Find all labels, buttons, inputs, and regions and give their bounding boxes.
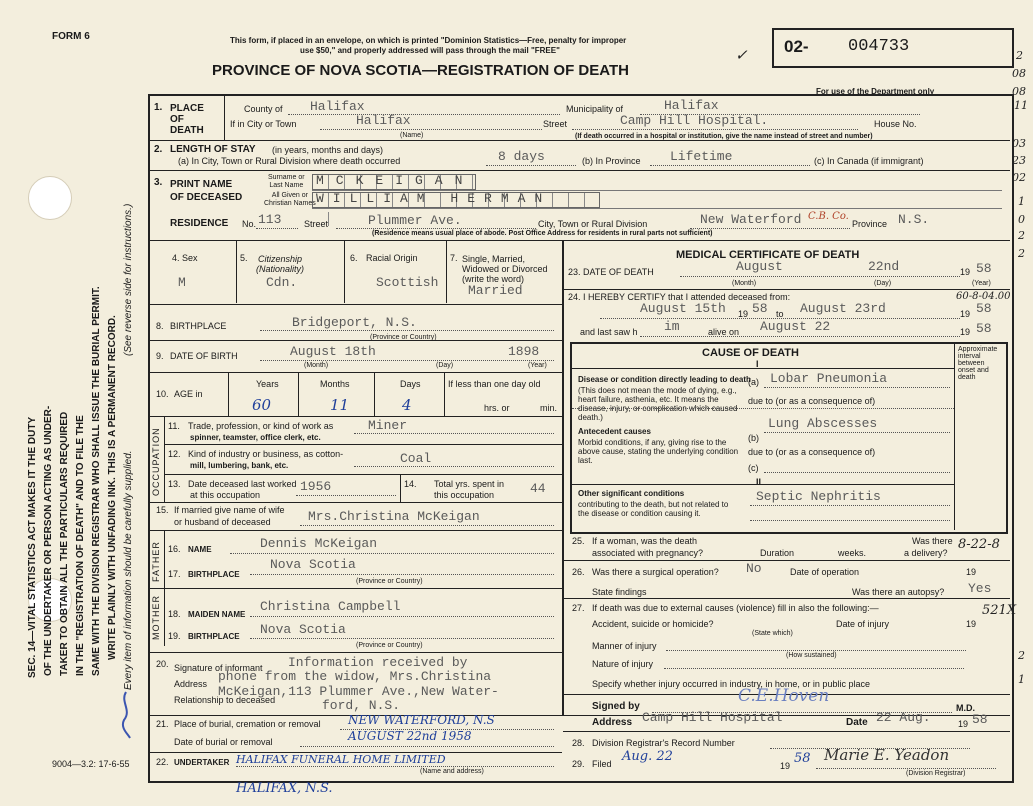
injury-yp: 19: [966, 619, 977, 629]
last-saw-label: and last saw h: [580, 327, 638, 337]
punch-hole: [28, 176, 72, 220]
annotation-code: 8-22-8: [958, 537, 1000, 552]
hrs-label: hrs. or: [484, 403, 510, 413]
municipality-value: Halifax: [664, 98, 719, 113]
death-year-value: 58: [976, 261, 992, 276]
nature-label: Nature of injury: [592, 659, 654, 669]
weeks-label: weeks.: [838, 548, 867, 558]
cert-date-label: Date: [846, 717, 868, 728]
informant-line-3: McKeigan,113 Plummer Ave.,New Water-: [218, 684, 499, 699]
stay-c-label: (c) In Canada (if immigrant): [814, 156, 924, 166]
industry-label: Kind of industry or business, as cotton-: [188, 449, 344, 459]
cause-b-value: Lung Abscesses: [768, 416, 878, 431]
hospital-note: (If death occurred in a hospital or institution, give the name instead of street and number): [575, 133, 873, 140]
s11-num: 11.: [168, 421, 180, 431]
marital-label: Single, Married, Widowed or Divorced (write the word): [462, 254, 548, 284]
attended-from-value: August 15th: [640, 301, 726, 316]
findings-label: State findings: [592, 587, 647, 597]
age-days-label: Days: [400, 379, 421, 389]
antecedent-label: Antecedent causes: [578, 427, 651, 436]
state-which-caption: (State which): [752, 630, 793, 637]
s3-num: 3.: [154, 177, 163, 188]
signed-by-label: Signed by: [592, 701, 640, 712]
cert-year: 58: [972, 712, 988, 727]
interval-label: Approximate interval between onset and death: [958, 346, 998, 381]
age-years-label: Years: [256, 379, 279, 389]
filed-label: Filed: [592, 759, 612, 769]
alive-yp: 19: [960, 327, 971, 337]
citizenship-label: Citizenship (Nationality): [256, 254, 305, 274]
s12-num: 12.: [168, 449, 181, 459]
death-day-caption: (Day): [874, 280, 892, 287]
surgery-value: No: [746, 561, 762, 576]
check-mark: ✓: [735, 46, 748, 64]
duration-label: Duration: [760, 548, 795, 558]
residence-label: RESIDENCE: [170, 218, 229, 229]
margin-code: 2: [1018, 649, 1025, 662]
last-worked-label-2: at this occupation: [190, 490, 261, 500]
death-month-caption: (Month): [732, 280, 757, 287]
informant-line-4: ford, N.S.: [322, 698, 401, 713]
attended-to-yp: 19: [960, 309, 971, 319]
md-label: M.D.: [956, 703, 975, 713]
mail-notice-1: This form, if placed in an envelope, on which is printed "Dominion Statistics—Free, penalty for improper: [230, 36, 627, 45]
attended-from-year: 58: [752, 301, 768, 316]
s29-num: 29.: [572, 759, 585, 769]
age-months-value: 11: [330, 396, 350, 414]
s13-num: 13.: [168, 479, 181, 489]
margin-code: 23: [1012, 154, 1026, 167]
undertaker-city: HALIFAX, N.S.: [236, 781, 333, 796]
city-value: Halifax: [356, 113, 411, 128]
physician-signature: C.E.Hoven: [738, 686, 830, 706]
death-month-value: August: [736, 259, 783, 274]
cause-c-label: (c): [748, 463, 759, 473]
undertaker-label: UNDERTAKER: [174, 758, 230, 767]
alive-year: 58: [976, 321, 992, 336]
s19-num: 19.: [168, 631, 181, 641]
residence-city-label: City, Town or Rural Division: [538, 219, 648, 229]
department-use: For use of the Department only: [816, 87, 935, 96]
margin-code: 08: [1012, 85, 1026, 98]
county-value: Halifax: [310, 99, 365, 114]
physician-address-label: Address: [592, 717, 633, 728]
birth-year-value: 1898: [508, 344, 540, 359]
birthplace-label: BIRTHPLACE: [170, 321, 227, 331]
injury-date-label: Date of injury: [836, 619, 890, 629]
street-label: Street: [543, 119, 568, 129]
citizenship-value: Cdn.: [266, 275, 298, 290]
informant-address-label: Address: [174, 679, 208, 689]
s7-num: 7.: [450, 253, 458, 263]
name-caption: (Name): [400, 132, 424, 139]
side-text-6: WRITE PLAINLY WITH UNFADING INK. THIS IS A PERMANENT RECORD.: [107, 315, 118, 660]
birth-month-value: August 18th: [290, 344, 376, 359]
residence-city-value: New Waterford: [700, 212, 802, 227]
burial-place-value: NEW WATERFORD, N.S: [348, 713, 495, 727]
cause-a-label: (a): [748, 377, 759, 387]
cause-part-1: I: [756, 359, 759, 369]
residence-no-value: 113: [258, 212, 282, 227]
operation-yp: 19: [966, 567, 977, 577]
form-code: 9004—3.2: 17-6-55: [52, 759, 130, 769]
length-of-stay-note: (in years, months and days): [272, 145, 384, 155]
pen-mark: [118, 690, 138, 740]
mother-maiden-label: MAIDEN NAME: [188, 610, 246, 619]
occupation-label: OCCUPATION: [151, 427, 161, 496]
cause-b-label: (b): [748, 433, 759, 443]
s20-num: 20.: [156, 659, 169, 669]
record-number-label: Division Registrar's Record Number: [592, 738, 735, 748]
mother-label: MOTHER: [151, 595, 161, 640]
house-no-label: House No.: [874, 119, 917, 129]
surname-value: MCKEIGAN: [316, 173, 475, 188]
autopsy-value: Yes: [968, 581, 992, 596]
form-number: FORM 6: [52, 31, 90, 42]
given-caption: All Given or Christian Names: [264, 192, 316, 207]
stay-b-label: (b) In Province: [582, 156, 641, 166]
county-label: County of: [244, 104, 283, 114]
residence-note: (Residence means usual place of abode. Post Office Address for residents in rural parts not sufficient): [372, 230, 713, 237]
due-to-2: due to (or as a consequence of): [748, 447, 876, 457]
external-causes-label: If death was due to external causes (violence) fill in also the following:—: [592, 603, 879, 613]
age-label: AGE in: [174, 389, 203, 399]
s22-num: 22.: [156, 757, 169, 767]
margin-code: 0: [1018, 213, 1025, 226]
street-value: Camp Hill Hospital.: [620, 113, 769, 128]
birth-day-caption: (Day): [436, 362, 454, 369]
informant-line-1: Information received by: [288, 655, 468, 670]
attended-to-value: August 23rd: [800, 301, 886, 316]
side-text-8: (See reverse side for instructions.): [123, 203, 134, 356]
delivery-label: a delivery?: [904, 548, 948, 558]
less-than-day-label: If less than one day old: [448, 379, 541, 389]
margin-code: 1: [1018, 195, 1025, 208]
attended-from-yp: 19: [738, 309, 749, 319]
spouse-value: Mrs.Christina McKeigan: [308, 509, 480, 524]
s17-num: 17.: [168, 569, 181, 579]
municipality-label: Municipality of: [566, 104, 624, 114]
given-names-value: WILLIAM HERMAN: [316, 191, 552, 206]
total-years-label-2: this occupation: [434, 490, 495, 500]
cause-part-2: II: [756, 477, 762, 487]
racial-origin-label: Racial Origin: [366, 253, 418, 263]
father-label: FATHER: [151, 541, 161, 582]
s27-num: 27.: [572, 603, 585, 613]
surname-caption: Surname or Last Name: [268, 174, 305, 189]
how-sustained-caption: (How sustained): [786, 652, 837, 659]
filed-value: Aug. 22: [622, 749, 673, 764]
min-label: min.: [540, 403, 558, 413]
informant-label: Signature of informant: [174, 663, 263, 673]
undertaker-value: HALIFAX FUNERAL HOME LIMITED: [236, 753, 446, 766]
other-conditions-note: contributing to the death, but not related to the disease or condition causing it.: [578, 500, 729, 518]
print-name-label: PRINT NAME OF DECEASED: [170, 179, 243, 203]
s2-num: 2.: [154, 144, 163, 155]
residence-no-label: No.: [242, 219, 257, 229]
residence-county-note: C.B. Co.: [808, 211, 849, 222]
marital-value: Married: [468, 283, 523, 298]
spouse-label-2: or husband of deceased: [174, 517, 271, 527]
residence-province-label: Province: [852, 219, 888, 229]
s24-label: 24. I HEREBY CERTIFY that I attended deceased from:: [568, 292, 791, 302]
last-worked-value: 1956: [300, 479, 332, 494]
age-days-value: 4: [402, 396, 412, 414]
s1-num: 1.: [154, 102, 163, 113]
cert-date-value: 22 Aug.: [876, 710, 931, 725]
attended-to-label: to: [776, 309, 784, 319]
medical-cert-title: MEDICAL CERTIFICATE OF DEATH: [676, 249, 860, 261]
burial-date-label: Date of burial or removal: [174, 737, 273, 747]
stay-b-value: Lifetime: [670, 149, 733, 164]
total-years-label: Total yrs. spent in: [434, 479, 505, 489]
other-conditions-value: Septic Nephritis: [756, 489, 881, 504]
s18-num: 18.: [168, 609, 181, 619]
trade-value: Miner: [368, 418, 408, 433]
other-conditions-label: Other significant conditions: [578, 489, 685, 498]
burial-date-value: AUGUST 22nd 1958: [348, 729, 472, 743]
disease-note: (This does not mean the mode of dying, e.g., heart failure, asthenia, etc. It means the disease, injury, or complication which caused death.): [578, 386, 738, 422]
s16-num: 16.: [168, 544, 181, 554]
annotation-code: 521X: [982, 603, 1017, 618]
alive-on-label: alive on: [708, 327, 740, 337]
racial-origin-value: Scottish: [376, 275, 439, 290]
s15-num: 15.: [156, 505, 169, 515]
margin-code: 2: [1018, 247, 1025, 260]
margin-code: 02: [1012, 171, 1026, 184]
filed-year: 58: [794, 751, 811, 766]
specify-label: Specify whether injury occurred in industry, in home, or in public place: [592, 679, 870, 689]
birthplace-value: Bridgeport, N.S.: [292, 315, 417, 330]
alive-on-value: August 22: [760, 319, 831, 334]
was-there-label: Was there: [912, 536, 953, 546]
accident-label: Accident, suicide or homicide?: [592, 619, 714, 629]
s10-num: 10.: [156, 389, 169, 399]
margin-code: 11: [1014, 99, 1028, 112]
registrar-signature: Marie E. Yeadon: [824, 746, 950, 764]
industry-label-2: mill, lumbering, bank, etc.: [190, 461, 289, 470]
birth-year-caption: (Year): [528, 362, 547, 369]
s23-label: 23. DATE OF DEATH: [568, 267, 654, 277]
last-saw-suffix: im: [664, 319, 680, 334]
place-of-death-label: PLACE OF DEATH: [170, 103, 204, 136]
father-birthplace-label: BIRTHPLACE: [188, 570, 240, 579]
operation-date-label: Date of operation: [790, 567, 860, 577]
residence-street-value: Plummer Ave.: [368, 213, 462, 228]
autopsy-label: Was there an autopsy?: [852, 587, 945, 597]
trade-label: Trade, profession, or kind of work as: [188, 421, 334, 431]
mail-notice-2: use $50," and properly addressed will pass through the mail "FREE": [300, 46, 560, 55]
filed-yp: 19: [780, 761, 791, 771]
pregnancy-label: If a woman, was the death: [592, 536, 698, 546]
s14-num: 14.: [404, 479, 417, 489]
physician-address-value: Camp Hill Hospital: [642, 710, 783, 725]
date-of-birth-label: DATE OF BIRTH: [170, 351, 238, 361]
death-year-caption: (Year): [972, 280, 991, 287]
burial-place-label: Place of burial, cremation or removal: [174, 719, 321, 729]
cert-yp: 19: [958, 719, 969, 729]
s26-num: 26.: [572, 567, 585, 577]
antecedent-note: Morbid conditions, if any, giving rise to the above cause, stating the underlying condition last.: [578, 438, 739, 465]
registration-number: 004733: [848, 37, 910, 56]
death-year-prefix: 19: [960, 267, 971, 277]
stay-a-value: 8 days: [498, 149, 545, 164]
s5-num: 5.: [240, 253, 248, 263]
pregnancy-label-2: associated with pregnancy?: [592, 548, 704, 558]
mother-maiden-value: Christina Campbell: [260, 599, 401, 614]
surgery-label: Was there a surgical operation?: [592, 567, 719, 577]
disease-label: Disease or condition directly leading to death: [578, 375, 751, 384]
residence-street-label: Street: [304, 219, 329, 229]
sex-value: M: [178, 275, 186, 290]
undertaker-caption: (Name and address): [420, 768, 484, 775]
side-text-2: OF THE UNDERTAKER OR PERSON ACTING AS UNDER-: [43, 405, 54, 676]
total-years-value: 44: [530, 481, 546, 496]
mother-birthplace-label: BIRTHPLACE: [188, 632, 240, 641]
spouse-label: If married give name of wife: [174, 505, 285, 515]
last-worked-label: Date deceased last worked: [188, 479, 297, 489]
side-text-7: Every item of information should be carefully supplied.: [123, 450, 134, 690]
industry-value: Coal: [400, 451, 432, 466]
s21-num: 21.: [156, 719, 169, 729]
birth-month-caption: (Month): [304, 362, 329, 369]
death-day-value: 22nd: [868, 259, 900, 274]
trade-label-2: spinner, teamster, office clerk, etc.: [190, 433, 321, 442]
residence-province-value: N.S.: [898, 212, 930, 227]
side-text-1: SEC. 14—VITAL STATISTICS ACT MAKES IT THE DUTY: [27, 416, 38, 678]
registrar-caption: (Division Registrar): [906, 770, 966, 777]
birthplace-caption: (Province or Country): [370, 334, 437, 341]
city-label: If in City or Town: [230, 119, 297, 129]
registration-prefix: 02-: [784, 37, 809, 56]
margin-code: 1: [1018, 673, 1025, 686]
cause-of-death-title: CAUSE OF DEATH: [702, 347, 799, 359]
s25-num: 25.: [572, 536, 585, 546]
annotation-code: 60-8-04.00: [956, 291, 1011, 302]
due-to-1: due to (or as a consequence of): [748, 396, 876, 406]
age-months-label: Months: [320, 379, 350, 389]
cause-a-value: Lobar Pneumonia: [770, 371, 888, 386]
margin-code: 2: [1018, 229, 1025, 242]
length-of-stay-label: LENGTH OF STAY: [170, 144, 256, 155]
attended-to-year: 58: [976, 301, 992, 316]
s6-num: 6.: [350, 253, 358, 263]
mother-birthplace-value: Nova Scotia: [260, 622, 346, 637]
s28-num: 28.: [572, 738, 585, 748]
margin-code: 08: [1012, 67, 1026, 80]
side-text-3: TAKER TO OBTAIN ALL THE PARTICULARS REQUIRED: [59, 411, 70, 676]
margin-code: 03: [1012, 137, 1026, 150]
margin-code: 2: [1016, 49, 1023, 62]
side-text-4: IN THE "REGISTRATION OF DEATH" AND TO FILE THE: [75, 415, 86, 676]
stay-a-label: (a) In City, Town or Rural Division where death occurred: [178, 156, 401, 166]
informant-line-2: phone from the widow, Mrs.Christina: [218, 669, 492, 684]
father-name-label: NAME: [188, 545, 212, 554]
s9-num: 9.: [156, 351, 164, 361]
age-years-value: 60: [252, 396, 272, 414]
mother-birthplace-caption: (Province or Country): [356, 642, 423, 649]
side-text-5: SAME WITH THE DIVISION REGISTRAR WHO SHALL ISSUE THE BURIAL PERMIT.: [91, 286, 102, 676]
form-title: PROVINCE OF NOVA SCOTIA—REGISTRATION OF DEATH: [212, 62, 629, 79]
father-birthplace-value: Nova Scotia: [270, 557, 356, 572]
informant-relationship-label: Relationship to deceased: [174, 695, 276, 705]
s8-num: 8.: [156, 321, 164, 331]
father-birthplace-caption: (Province or Country): [356, 578, 423, 585]
manner-label: Manner of injury: [592, 641, 657, 651]
father-name-value: Dennis McKeigan: [260, 536, 378, 551]
s4-num-label: 4. Sex: [172, 253, 198, 263]
